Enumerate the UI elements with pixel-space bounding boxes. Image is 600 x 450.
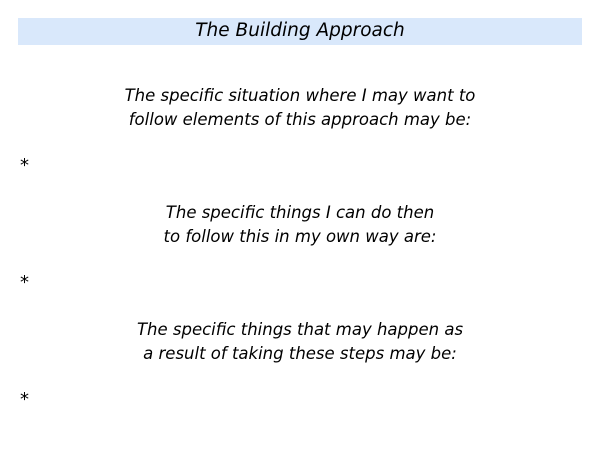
prompt-line: follow elements of this approach may be: — [128, 110, 472, 129]
prompt-things-to-do — [0, 201, 600, 249]
prompt-situation — [0, 84, 600, 132]
title-bar — [18, 18, 582, 45]
bullet-marker-situation: * — [20, 155, 29, 176]
bullet-marker-things-to-do: * — [20, 272, 29, 293]
prompt-line: to follow this in my own way are: — [163, 227, 437, 246]
page-title: The Building Approach — [195, 20, 405, 42]
prompt-results — [0, 318, 600, 366]
prompt-line: a result of taking these steps may be: — [143, 344, 457, 363]
prompt-line: The specific situation where I may want to — [124, 86, 476, 105]
bullet-marker-results: * — [20, 389, 29, 410]
prompt-line: The specific things that may happen as — [136, 320, 464, 339]
prompt-line: The specific things I can do then — [165, 203, 435, 222]
